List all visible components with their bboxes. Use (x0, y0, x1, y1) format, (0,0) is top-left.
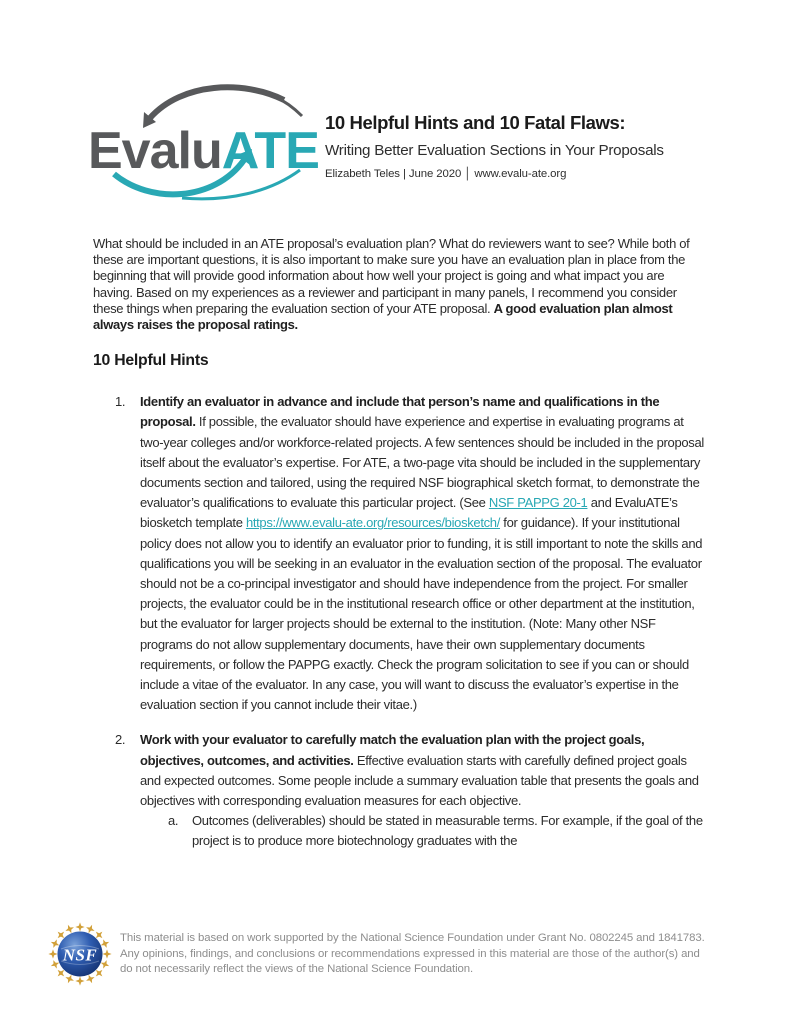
byline: Elizabeth Teles | June 2020 │ www.evalu-ate.org (325, 168, 567, 180)
section-heading-helpful-hints: 10 Helpful Hints (93, 352, 209, 370)
evaluate-logo (86, 84, 324, 208)
nsf-logo-text: NSF (62, 945, 98, 965)
hint-2-subitem-a (140, 811, 706, 851)
subitem-a-text: Outcomes (deliverables) should be stated in measurable terms. For example, if the goal of the project is to produce more biotechnology graduates with the (192, 813, 703, 849)
logo-word-gray: Evalu (88, 122, 222, 180)
page-footer (48, 920, 716, 986)
hint-item-2 (93, 730, 706, 851)
hint-2-body (140, 730, 706, 851)
nsf-logo-icon (48, 922, 112, 986)
hint-1-text-2: and EvaluATE’s biosketch template (140, 495, 678, 531)
subitem-a-letter: a. (168, 813, 179, 829)
hint-1-bold-lead: Identify an evaluator in advance and include that person’s name and qualifications in the proposal. (140, 394, 660, 430)
nsf-logo (48, 922, 112, 986)
document-header (325, 112, 735, 180)
logo-wordmark (88, 122, 319, 180)
evaluate-logo-icon (86, 84, 324, 208)
hint-1-text: If possible, the evaluator should have experience and expertise in evaluating programs at two-year colleges and/or workforce-related projects. A few sentences should be included in the proposal itself about the evaluator’s expertise. For ATE, a two-page vita should be included in the supplementary documents section and tailored, using the required NSF biographical sketch format, to demonstrate the evaluator’s qualifications to evaluate this particular project. (See (140, 414, 704, 511)
hint-2-text: Effective evaluation starts with carefully defined project goals and expected outcomes. Some people include a summary evaluation table that presents the goals and objectives with corresponding evaluation measures for each objective. (140, 752, 699, 809)
page-title: 10 Helpful Hints and 10 Fatal Flaws: (325, 112, 626, 133)
logo-word-teal: ATE (221, 122, 319, 180)
hint-2-bold-lead: Work with your evaluator to carefully match the evaluation plan with the project goals, objectives, outcomes, and activities. (140, 732, 645, 768)
intro-text: What should be included in an ATE proposal’s evaluation plan? What do reviewers want to see? While both of these are important questions, it is also important to make sure you have an evaluation plan in place from the beginning that will provide good information about how well your project is going and what impact you are having. Based on my experiences as a reviewer and participant in many panels, I recommend you consider these things when preparing the evaluation section of your ATE proposal. (93, 236, 690, 316)
hint-1-text-3: for guidance). If your institutional policy does not allow you to identify an evaluator prior to funding, it is still important to note the skills and qualifications you will be seeking in an evaluator in the evaluation section of the proposal. The evaluator should not be a co-principal investigator and should have independence from the project. For smaller projects, the evaluator could be in the institutional research office or other department at the institution, but the evaluator for larger projects should be external to the institution. (Note: Many other NSF programs do not allow supplementary documents, have their own supplementary documents requirements, or follow the PAPPG exactly. Check the program solicitation to see if you can or should include a vitae of the evaluator. In any case, you will want to discuss the evaluator’s expertise in the evaluation section if you cannot include their vitae.) (140, 515, 703, 713)
hint-1-number: 1. (115, 394, 126, 410)
footer-disclaimer: This material is based on work supported by the National Science Foundation under Grant No. 0802245 and 1841783. Any opinions, findings, and conclusions or recommendations expressed in this material are those of the author(s) and do not necessarily reflect the views of the National Science Foundation. (120, 932, 705, 976)
hint-item-1 (93, 392, 706, 715)
link-nsf-pappg-20-1[interactable]: NSF PAPPG 20-1 (488, 495, 588, 511)
page-subtitle: Writing Better Evaluation Sections in Your Proposals (325, 142, 664, 159)
intro-bold-text: A good evaluation plan almost always raises the proposal ratings. (93, 300, 673, 333)
helpful-hints-list (93, 392, 706, 851)
hint-1-body (140, 392, 706, 715)
intro-paragraph (93, 236, 706, 333)
document-body (93, 236, 706, 852)
hint-2-number: 2. (115, 732, 126, 748)
link-biosketch-template[interactable]: https://www.evalu-ate.org/resources/biosketch/ (245, 515, 501, 531)
